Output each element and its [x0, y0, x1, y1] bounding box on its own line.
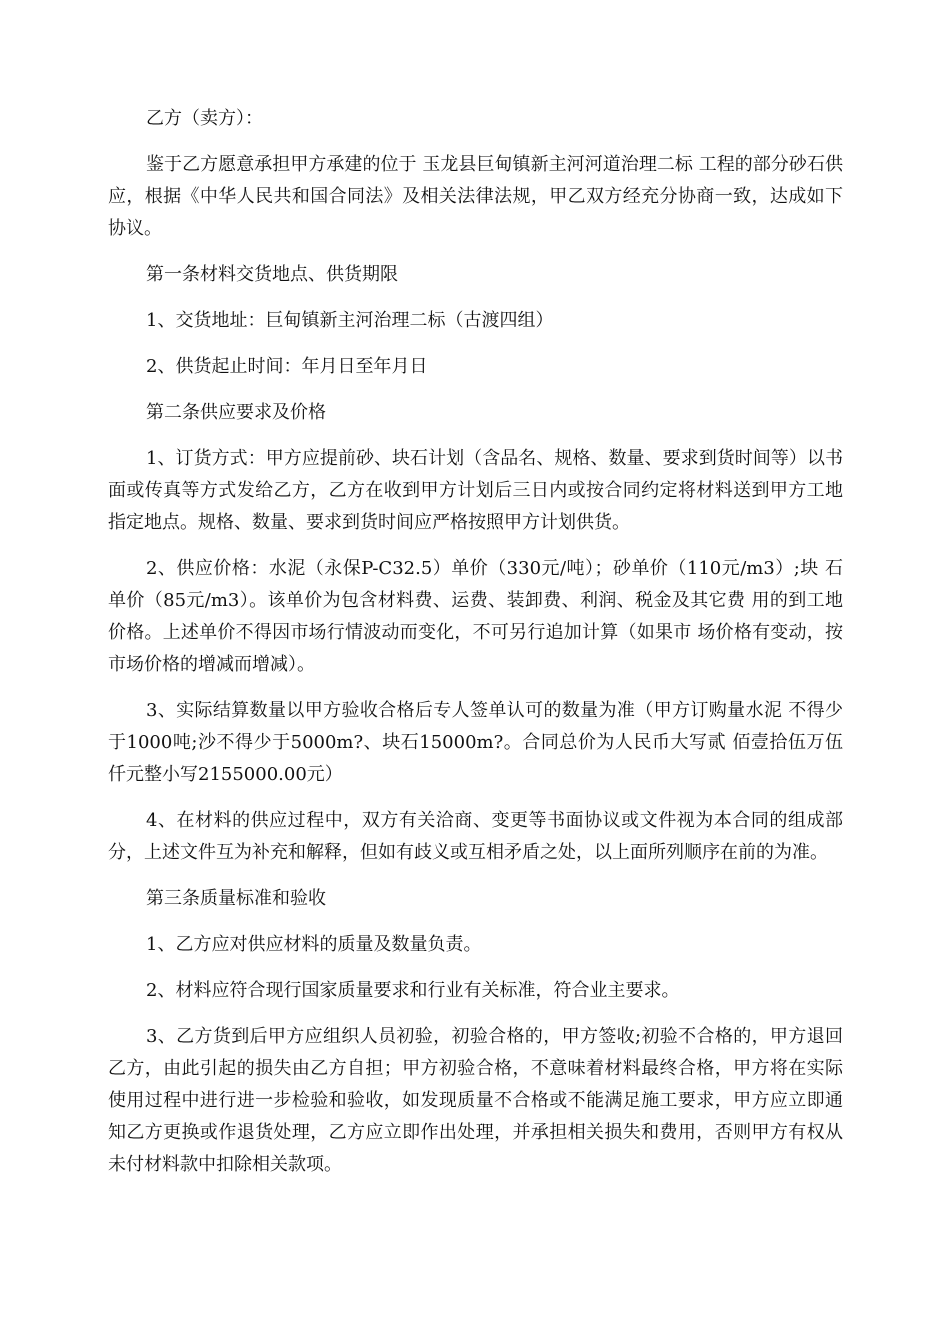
party-b-line: 乙方（卖方）： [146, 108, 263, 129]
article-3-clause-2: 2、材料应符合现行国家质量要求和行业有关标准，符合业主要求。 [146, 980, 680, 1001]
article-1-heading: 第一条材料交货地点、供货期限 [146, 264, 398, 285]
document-body [108, 103, 843, 1181]
article-3-heading: 第三条质量标准和验收 [146, 888, 326, 909]
article-2-clause-3: 3、实际结算数量以甲方验收合格后专人签单认可的数量为准（甲方订购量水泥 不得少于1000吨;沙不得少于5000m?、块石15000m?。合同总价为人民币大写贰 佰壹拾伍万伍仟元整小写2155000.00元） [108, 700, 843, 785]
article-2-clause-4: 4、在材料的供应过程中，双方有关洽商、变更等书面协议或文件视为本合同的组成部分，上述文件互为补充和解释，但如有歧义或互相矛盾之处，以上面所列顺序在前的为准。 [108, 810, 843, 863]
article-3-clause-3: 3、乙方货到后甲方应组织人员初验，初验合格的，甲方签收;初验不合格的，甲方退回乙方，由此引起的损失由乙方自担；甲方初验合格，不意味着材料最终合格，甲方将在实际使用过程中进行进一步检验和验收，如发现质量不合格或不能满足施工要求，甲方应立即通知乙方更换或作退货处理，乙方应立即作出处理，并承担相关损失和费用，否则甲方有权从未付材料款中扣除相关款项。 [108, 1026, 843, 1175]
article-2-clause-2: 2、供应价格：水泥（永保P-C32.5）单价（330元/吨）；砂单价（110元/m3）;块 石单价（85元/m3）。该单价为包含材料费、运费、装卸费、利润、税金及其它费 用的到工地价格。上述单价不得因市场行情波动而变化，不可另行追加计算（如果市 场价格有变动，按市场价格的增减而增减）。 [108, 558, 843, 675]
article-2-heading: 第二条供应要求及价格 [146, 402, 326, 423]
article-3-clause-1: 1、乙方应对供应材料的质量及数量负责。 [146, 934, 482, 955]
article-2-clause-1: 1、订货方式：甲方应提前砂、块石计划（含品名、规格、数量、要求到货时间等）以书面或传真等方式发给乙方，乙方在收到甲方计划后三日内或按合同约定将材料送到甲方工地指定地点。规格、数量、要求到货时间应严格按照甲方计划供货。 [108, 448, 843, 533]
article-1-clause-1: 1、交货地址：巨甸镇新主河治理二标（古渡四组） [146, 310, 554, 331]
article-1-clause-2: 2、供货起止时间：年月日至年月日 [146, 356, 428, 377]
preamble-paragraph: 鉴于乙方愿意承担甲方承建的位于 玉龙县巨甸镇新主河河道治理二标 工程的部分砂石供应，根据《中华人民共和国合同法》及相关法律法规，甲乙双方经充分协商一致，达成如下协议。 [108, 154, 843, 239]
